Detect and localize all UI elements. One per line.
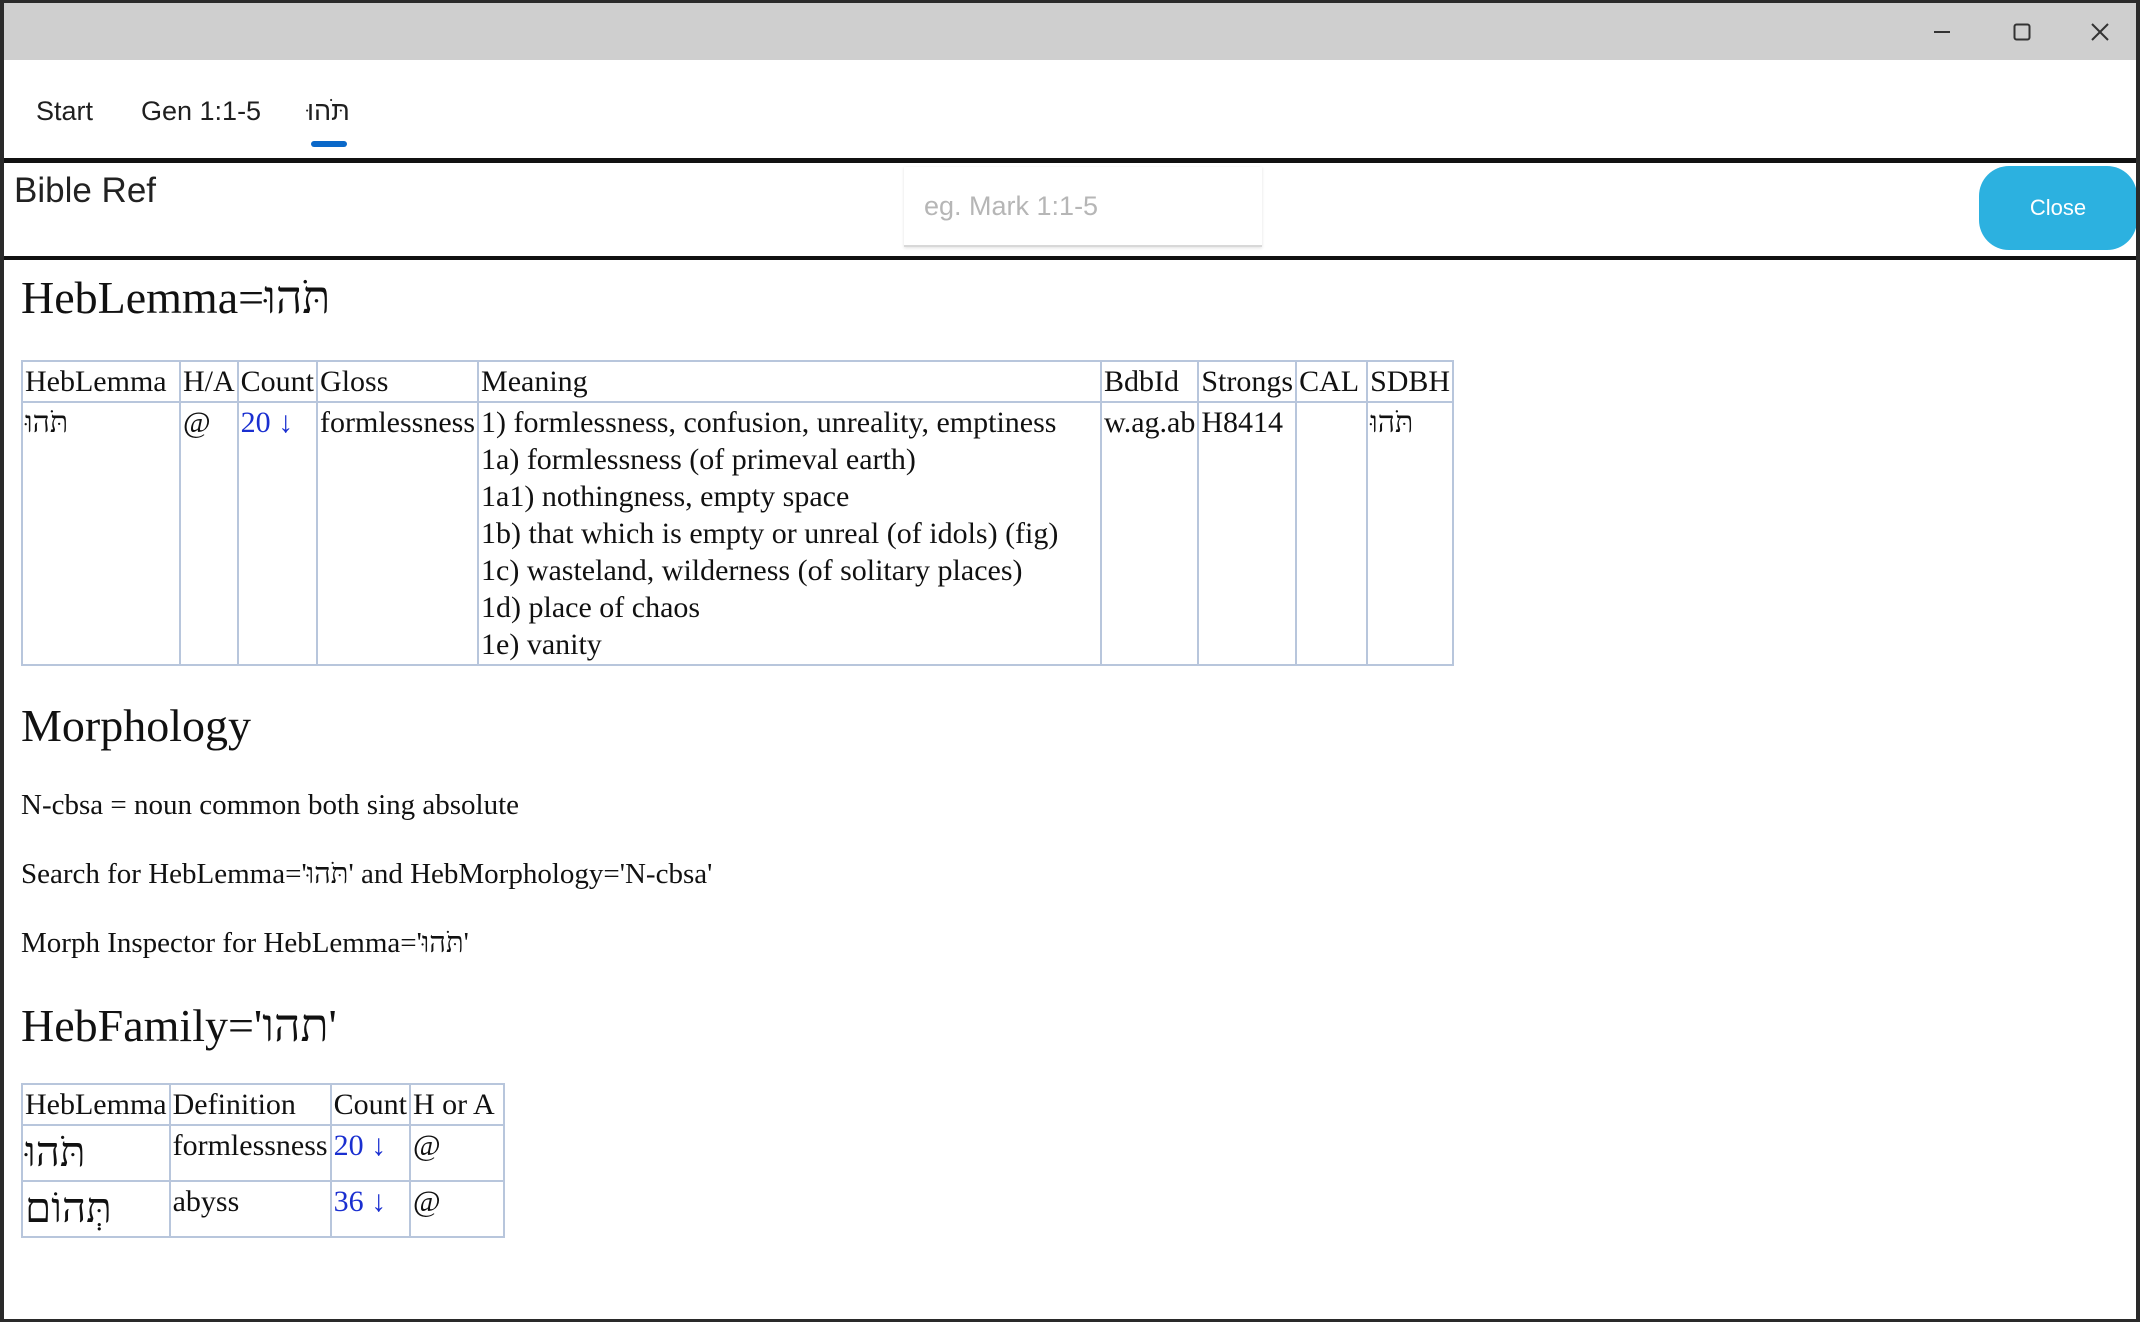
column-header: CAL — [1296, 361, 1367, 402]
column-header: H/A — [180, 361, 238, 402]
column-header: Gloss — [317, 361, 478, 402]
h-or-a-cell: @ — [410, 1181, 504, 1237]
column-header: Definition — [170, 1084, 331, 1125]
morphology-definition: N-cbsa = noun common both sing absolute — [21, 789, 520, 821]
family-heading: HebFamily='תהו' — [21, 1000, 337, 1051]
lemma-heading: HebLemma=תֹּהוּ — [21, 272, 331, 323]
tab-gen-1-1-5[interactable]: Gen 1:1-5 — [141, 96, 262, 126]
app-window — [4, 3, 2136, 1319]
toolbar-title: Bible Ref — [14, 171, 157, 210]
definition-cell: abyss — [170, 1181, 331, 1237]
active-tab-indicator — [311, 141, 347, 147]
tab-lemma[interactable]: תֹּהוּ — [307, 96, 350, 126]
heb-lemma-cell[interactable]: תֹּהוּ — [22, 1125, 170, 1181]
sdbh-cell: תֹּהוּ — [1367, 402, 1453, 665]
cal-cell — [1296, 402, 1367, 665]
ha-cell: @ — [180, 402, 238, 665]
heb-lemma-cell[interactable]: תְּהוֹם — [22, 1181, 170, 1237]
lemma-table — [21, 360, 1454, 666]
meaning-line: 1b) that which is empty or unreal (of idols) (fig) — [481, 517, 1059, 550]
count-cell — [331, 1181, 410, 1237]
count-cell — [238, 402, 317, 665]
column-header: BdbId — [1101, 361, 1198, 402]
column-header: H or A — [410, 1084, 504, 1125]
meaning-line: 1a) formlessness (of primeval earth) — [481, 443, 916, 476]
table-row — [22, 1125, 504, 1181]
table-header-row — [22, 361, 1453, 402]
meaning-line: 1c) wasteland, wilderness (of solitary places) — [481, 554, 1023, 587]
table-row — [22, 1181, 504, 1237]
column-header: Strongs — [1198, 361, 1296, 402]
bdb-id-cell: w.ag.ab — [1101, 402, 1198, 665]
title-bar — [4, 3, 2136, 60]
close-icon — [2091, 23, 2109, 41]
gloss-cell: formlessness — [317, 402, 478, 665]
table-row — [22, 402, 1453, 665]
column-header: HebLemma — [22, 1084, 170, 1125]
bible-ref-toolbar — [4, 158, 2136, 260]
table-header-row — [22, 1084, 504, 1125]
morphology-heading: Morphology — [21, 700, 251, 751]
column-header: Count — [331, 1084, 410, 1125]
count-link[interactable]: 20 ↓ — [240, 406, 294, 439]
bible-ref-input[interactable] — [904, 167, 1262, 247]
meaning-line: 1d) place of chaos — [481, 591, 701, 624]
meaning-line: 1) formlessness, confusion, unreality, emptiness — [481, 406, 1057, 439]
maximize-button[interactable] — [1982, 3, 2062, 60]
definition-cell: formlessness — [170, 1125, 331, 1181]
meaning-line: 1e) vanity — [481, 628, 602, 661]
maximize-icon — [2013, 23, 2031, 41]
column-header: Meaning — [478, 361, 1101, 402]
strongs-cell: H8414 — [1198, 402, 1296, 665]
tab-bar — [4, 60, 2136, 158]
meaning-cell — [478, 402, 1101, 665]
count-cell — [331, 1125, 410, 1181]
close-button[interactable]: Close — [1979, 166, 2136, 250]
family-table — [21, 1083, 505, 1238]
tab-start[interactable]: Start — [36, 96, 94, 126]
count-link[interactable]: 36 ↓ — [333, 1185, 387, 1218]
morph-search-link[interactable]: Search for HebLemma='תֹּהוּ' and HebMorphology='N-cbsa' — [21, 858, 713, 890]
minimize-icon — [1933, 23, 1951, 41]
column-header: Count — [238, 361, 317, 402]
close-window-button[interactable] — [2060, 3, 2136, 60]
h-or-a-cell: @ — [410, 1125, 504, 1181]
minimize-button[interactable] — [1902, 3, 1982, 60]
heb-lemma-cell: תֹּהוּ — [22, 402, 180, 665]
meaning-line: 1a1) nothingness, empty space — [481, 480, 850, 513]
morph-inspector-link[interactable]: Morph Inspector for HebLemma='תֹּהוּ' — [21, 927, 469, 959]
count-link[interactable]: 20 ↓ — [333, 1129, 387, 1162]
column-header: HebLemma — [22, 361, 180, 402]
column-header: SDBH — [1367, 361, 1453, 402]
